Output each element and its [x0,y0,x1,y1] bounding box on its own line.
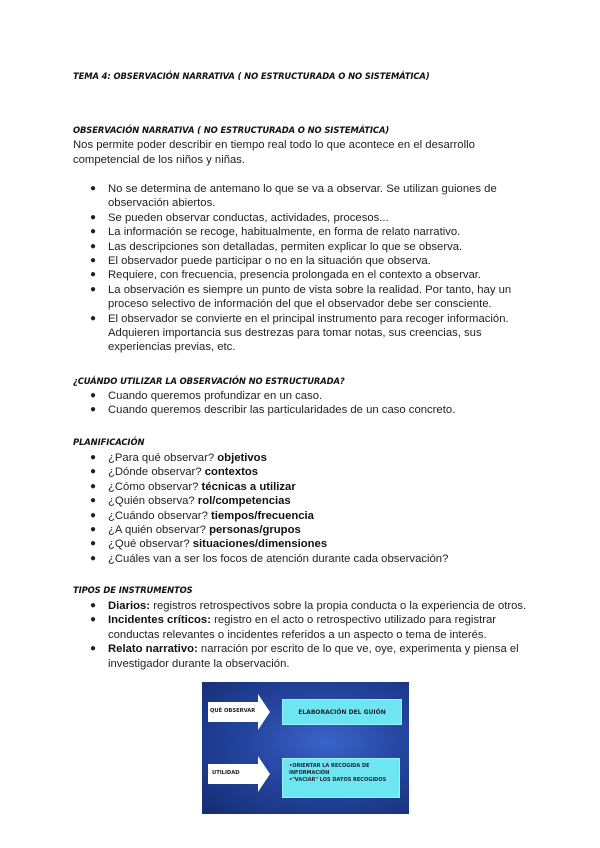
instrument-term: Incidentes críticos: [108,614,211,627]
planning-item [73,537,533,551]
bullet-dot: ● [90,255,97,267]
box-elaboracion-label: ELABORACIÓN DEL GUIÓN [298,708,386,716]
section-heading-observacion: OBSERVACIÓN NARRATIVA ( NO ESTRUCTURADA O NO SISTEMÁTICA) [73,125,390,135]
list-item-text: ¿Qué observar? [108,538,193,551]
bullet-dot: ● [90,509,97,521]
list-item-text: ¿Cómo observar? [108,480,202,493]
bullet-dot: ● [90,404,97,416]
instrument-item [73,642,533,671]
bullet-dot: ● [90,480,97,492]
bullet-dot: ● [90,452,97,463]
list-item-text: La observación es siempre un punto de vista sobre la realidad. Por tanto, hay un proceso selectivo de información del que el observador debe ser consciente. [108,283,512,311]
planning-answer: objetivos [217,452,267,464]
list-item-text: Las descripciones son detalladas, permiten explicar lo que se observa. [108,240,463,253]
bullet-dot: ● [90,466,97,478]
list-item [73,283,533,312]
list-item-text: ¿Dónde observar? [108,466,205,479]
guion-diagram [202,682,409,814]
planning-answer: tiempos/frecuencia [211,509,314,522]
bullet-dot: ● [90,283,97,295]
list-item-text: ¿A quién observar? [108,524,210,537]
box-utilidad [282,758,400,798]
list-item-text: ¿Para qué observar? [108,452,218,464]
list-item-text: Requiere, con frecuencia, presencia prolongada en el contexto a observar. [108,269,482,282]
section-heading-cuando: ¿CUÁNDO UTILIZAR LA OBSERVACIÓN NO ESTRUCTURADA? [73,376,345,386]
list-item [73,389,533,403]
planning-item [73,523,533,537]
planning-answer: personas/grupos [209,524,301,537]
instrument-term: Relato narrativo: [108,643,198,656]
bullet-dot: ● [90,614,97,626]
list-item [73,240,533,254]
bullet-dot: ● [90,390,97,401]
list-item-text: El observador puede participar o no en la situación que observa. [108,255,431,268]
list-item-text: ¿Cuáles van a ser los focos de atención durante cada observación? [108,552,449,565]
list-item-text: La información se recoge, habitualmente, en forma de relato narrativo. [108,226,461,239]
instruments-list [73,599,533,671]
planning-answer: rol/competencias [197,495,291,508]
section-heading-instrumentos: TIPOS DE INSTRUMENTOS [73,585,193,595]
arrow-label-que-observar: QUÉ OBSERVAR [210,708,256,714]
box-elaboracion-guion [282,699,402,725]
instrument-item [73,599,533,613]
bullet-dot: ● [90,183,97,194]
list-item-text: No se determina de antemano lo que se va a observar. Se utilizan guiones de observación abiertos. [108,183,497,210]
list-item [73,268,533,282]
bullet-dot: ● [90,524,97,536]
bullet-dot: ● [90,495,97,507]
planning-answer: técnicas a utilizar [201,480,296,493]
planning-list [73,451,533,566]
when-list [73,389,533,418]
characteristics-list [73,182,533,355]
planning-item [73,465,533,479]
planning-answer: contextos [204,466,259,479]
utilidad-line-2: INFORMACIÓN [289,770,330,776]
planning-item [73,552,533,566]
bullet-dot: ● [90,240,97,252]
list-item [73,312,533,355]
list-item-text: Se pueden observar conductas, actividades, procesos... [108,211,389,224]
list-item-text: registro en el acto o retrospectivo utilizado para registrar conductas relevantes o incidentes referidos a un aspecto o tema de interés. [108,614,497,641]
bullet-dot: ● [90,552,97,564]
bullet-dot: ● [90,269,97,281]
planning-item [73,480,533,494]
list-item [73,182,533,211]
planning-answer: situaciones/dimensiones [192,538,328,551]
list-item [73,403,533,417]
list-item-text: ¿Quién observa? [108,495,198,508]
list-item-text: narración por escrito de lo que ve, oye, experimenta y piensa el investigador durante la observación. [108,643,519,670]
bullet-dot: ● [90,312,97,324]
list-item-text: Cuando queremos describir las particularidades de un caso concreto. [108,404,456,417]
list-item [73,225,533,239]
bullet-dot: ● [90,643,97,655]
list-item [73,254,533,268]
section-heading-planificacion: PLANIFICACIÓN [73,437,145,447]
list-item-text: ¿Cuándo observar? [108,509,211,522]
planning-item [73,451,533,465]
list-item-text: registros retrospectivos sobre la propia conducta o la experiencia de otros. [150,600,527,612]
bullet-dot: ● [90,211,97,223]
instrument-term: Diarios: [108,600,151,612]
planning-item [73,509,533,523]
list-item-text: El observador se convierte en el principal instrumento para recoger información. Adquieren importancia sus destrezas para tomar notas, sus creencias, sus experiencias previas, etc. [108,312,509,354]
bullet-dot: ● [90,226,97,238]
document-title: TEMA 4: OBSERVACIÓN NARRATIVA ( NO ESTRUCTURADA O NO SISTEMÁTICA) [73,71,430,81]
planning-item [73,494,533,508]
utilidad-line-3: •"VACIAR" LOS DATOS RECOGIDOS [289,777,387,783]
utilidad-line-1: •ORIENTAR LA RECOGIDA DE [289,763,370,769]
bullet-dot: ● [90,538,97,550]
list-item [73,211,533,225]
intro-paragraph: Nos permite poder describir en tiempo real todo lo que acontece en el desarrollo competencial de los niños y niñas. [73,139,475,166]
list-item-text: Cuando queremos profundizar en un caso. [108,390,323,402]
instrument-item [73,613,533,642]
bullet-dot: ● [90,600,97,611]
arrow-label-utilidad: UTILIDAD [212,770,240,776]
